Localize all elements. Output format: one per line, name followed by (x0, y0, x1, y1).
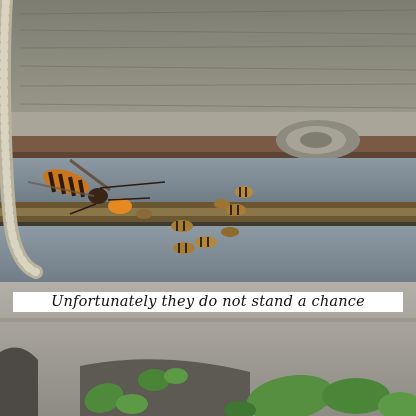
wooden-hive-box (0, 0, 416, 128)
bee (214, 199, 230, 209)
bee (173, 242, 195, 254)
caption-banner (13, 292, 403, 312)
bee (235, 186, 253, 198)
hive-board-lower (0, 226, 416, 286)
bee (136, 209, 152, 219)
wood-knot (276, 120, 360, 160)
caption-text: Unfortunately they do not stand a chance (51, 294, 365, 310)
bee (221, 227, 239, 237)
bee (171, 220, 193, 232)
bee (195, 236, 217, 248)
block-hole-left (0, 348, 38, 416)
